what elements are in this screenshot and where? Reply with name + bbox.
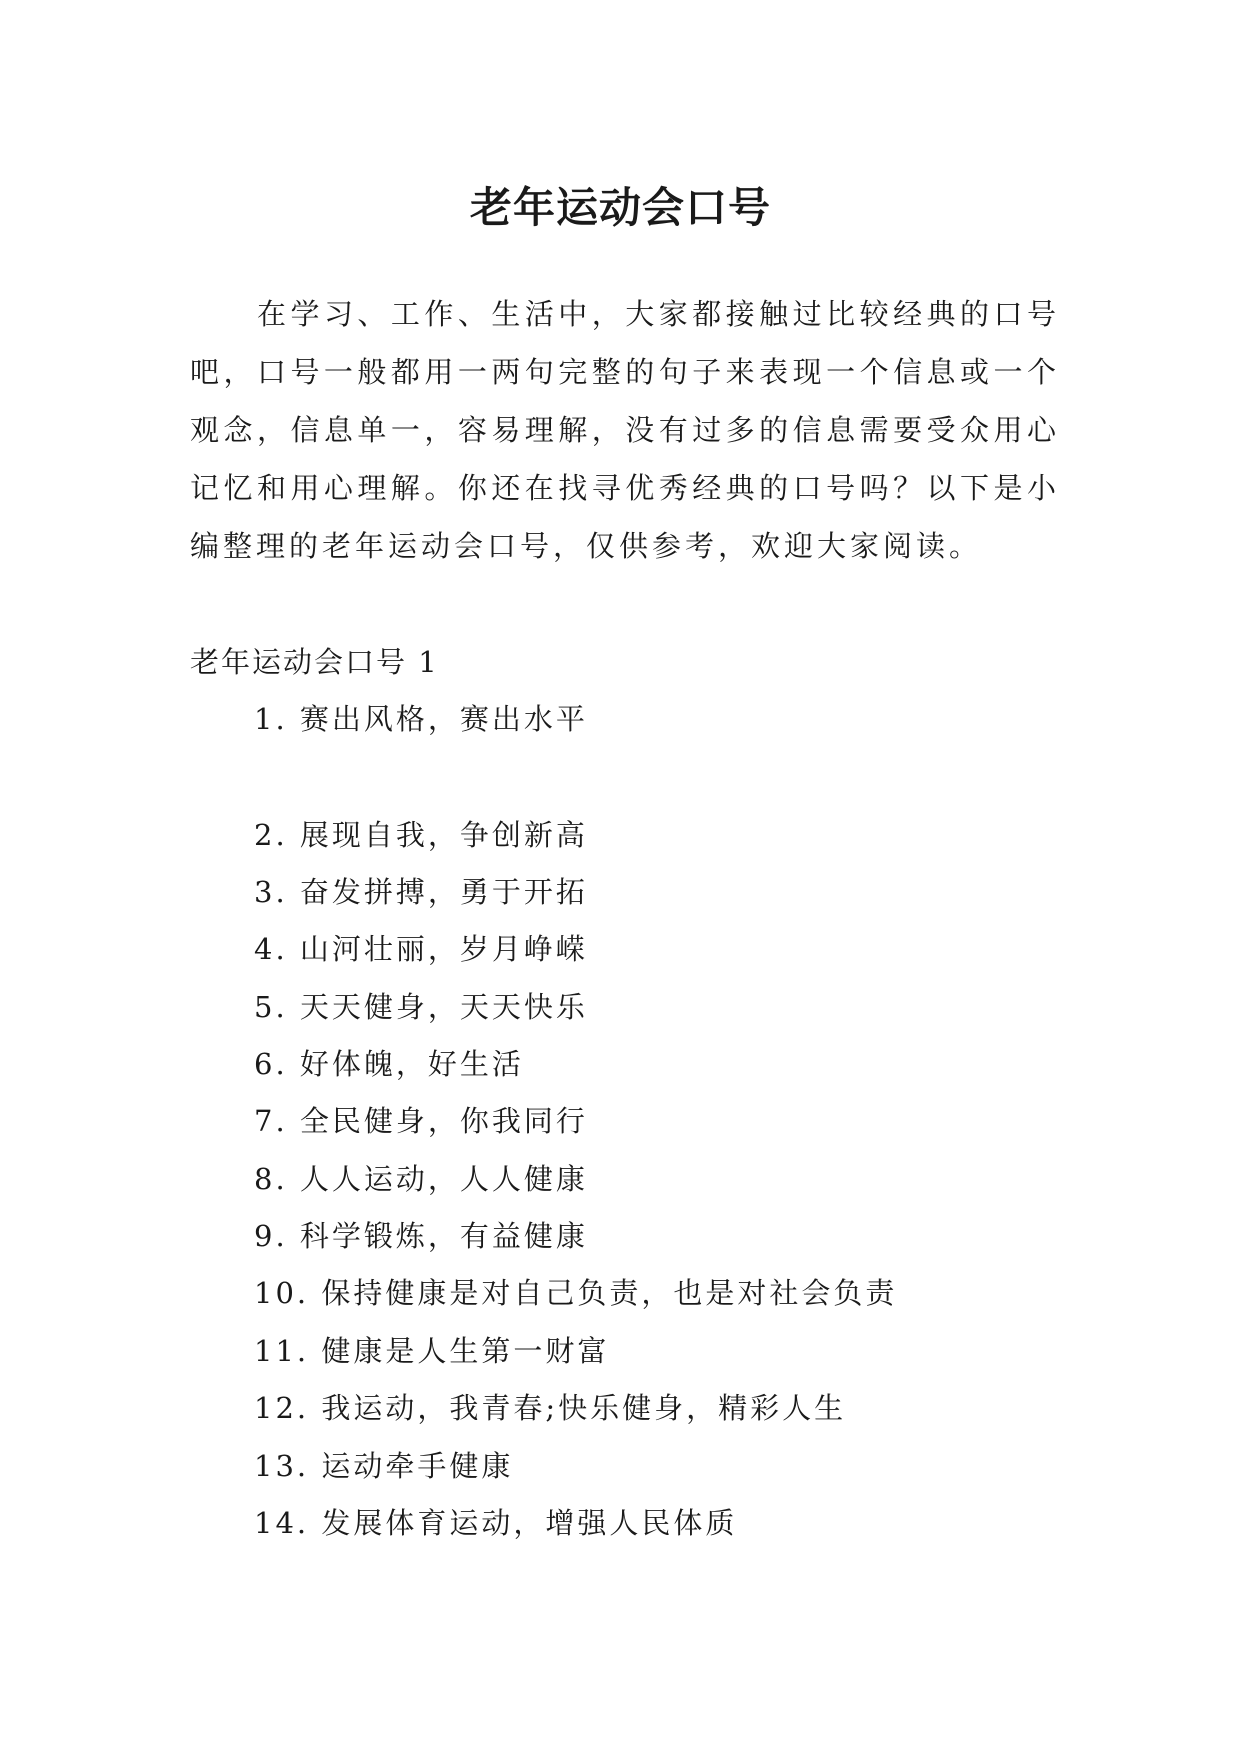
- slogan-item: 3. 奋发拼搏，勇于开拓: [254, 875, 588, 909]
- slogan-item: 11. 健康是人生第一财富: [254, 1334, 610, 1368]
- intro-paragraph: 在学习、工作、生活中，大家都接触过比较经典的口号吧，口号一般都用一两句完整的句子来表现一个信息或一个观念，信息单一，容易理解，没有过多的信息需要受众用心记忆和用心理解。你还在找寻优秀经典的口号吗？以下是小编整理的老年运动会口号，仅供参考，欢迎大家阅读。: [190, 297, 1060, 563]
- slogan-item: 5. 天天健身，天天快乐: [254, 990, 588, 1024]
- document-title: 老年运动会口号: [469, 183, 771, 233]
- slogan-item: 7. 全民健身，你我同行: [254, 1104, 588, 1138]
- slogan-item: 10. 保持健康是对自己负责，也是对社会负责: [254, 1276, 898, 1310]
- slogan-item: 8. 人人运动，人人健康: [254, 1162, 588, 1196]
- slogan-item: 14. 发展体育运动，增强人民体质: [254, 1506, 738, 1540]
- slogan-item: 2. 展现自我，争创新高: [254, 818, 588, 852]
- slogan-item: 6. 好体魄，好生活: [254, 1047, 524, 1081]
- slogan-item: 13. 运动牵手健康: [254, 1449, 514, 1483]
- section-heading: 老年运动会口号 1: [190, 645, 439, 679]
- slogan-item: 1. 赛出风格，赛出水平: [254, 702, 588, 736]
- slogan-item: 12. 我运动，我青春;快乐健身，精彩人生: [254, 1391, 847, 1425]
- slogan-item: 9. 科学锻炼，有益健康: [254, 1219, 588, 1253]
- slogan-item: 4. 山河壮丽，岁月峥嵘: [254, 932, 588, 966]
